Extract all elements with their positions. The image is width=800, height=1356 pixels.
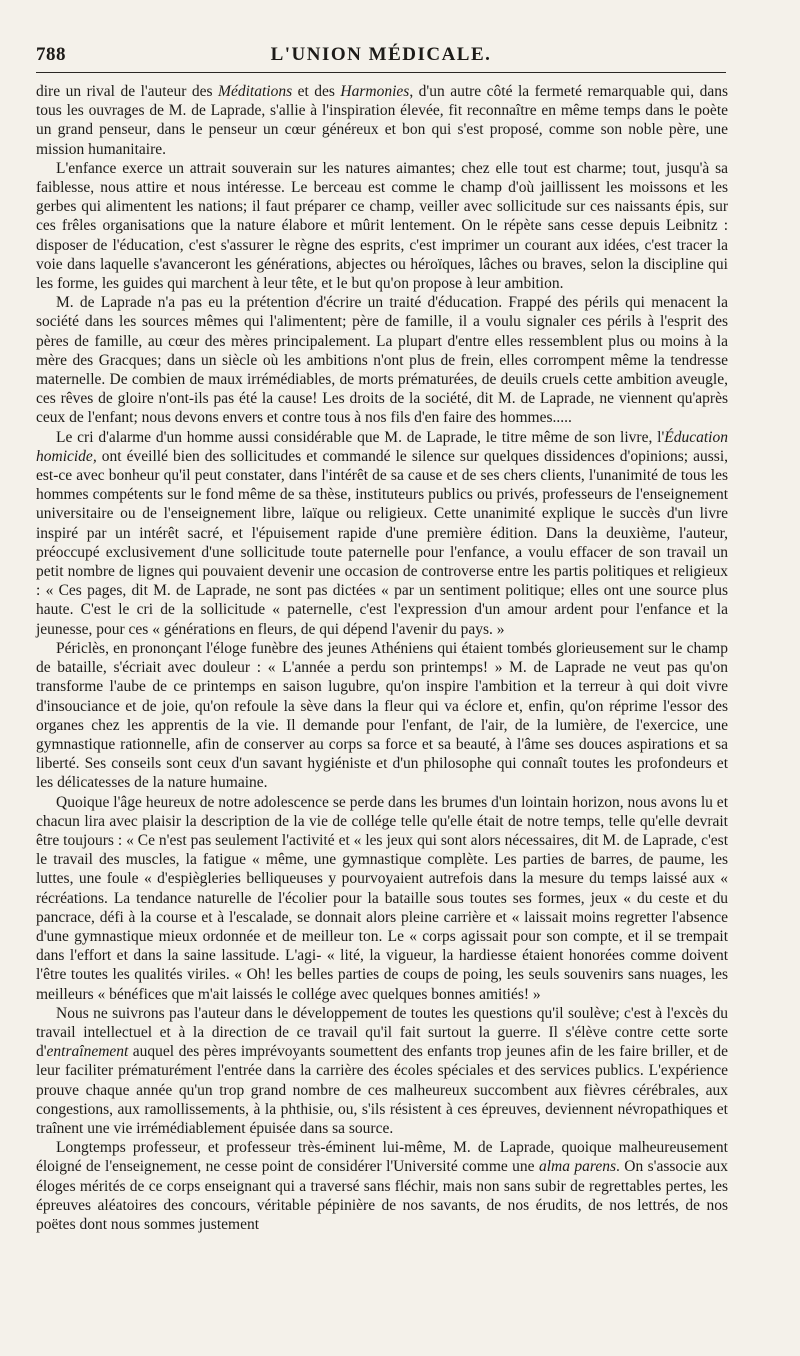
running-title: L'UNION MÉDICALE. (270, 44, 492, 65)
italic-text: Méditations (218, 83, 293, 100)
paragraph (36, 293, 728, 427)
paragraph-text: ont éveillé bien des sollicitudes et commandé le silence sur quelques dissidences d'opinions; aussi, est-ce avec bonheur qu'il peut constater, dans l'intérêt de sa cause et de ses chers clients, l'unanimité de tous les hommes compétents sur le fond même de sa thèse, instituteurs publics ou privés, professeurs de l'enseignement universitaire ou de l'enseignement libre, laïque ou religieux. Cette unanimité explique le succès d'un livre inspiré par un intérêt sacré, et l'épuisement rapide d'une première édition. Dans la deuxième, l'auteur, préoccupé exclusivement d'une sollicitude toute paternelle pour l'enfance, a voulu effacer de son travail un petit nombre de lignes qui pouvaient devenir une occasion de controverse entre les partis politiques et religieux : « Ces pages, dit M. de Laprade, ne sont pas dictées « par un sentiment politique; elles ont une source plus haute. C'est le cri de la sollicitude « paternelle, c'est l'expression d'un amour ardent pour l'enfance et la jeunesse, pour ces « générations en fleurs, de qui dépend l'avenir du pays. » (36, 447, 728, 638)
paragraph (36, 82, 728, 159)
header-rule (36, 72, 726, 73)
paragraph-text: Longtemps professeur, et professeur très-éminent lui-même, M. de Laprade, quoique malheureusement éloigné de l'enseignement, ne cesse point de considérer l'Université comme une (36, 1139, 728, 1176)
italic-text: Harmonies (340, 83, 410, 100)
paragraph (36, 159, 728, 293)
paragraph (36, 793, 728, 1004)
paragraph-text: Nous ne suivrons pas l'auteur dans le développement de toutes les questions qu'il soulève; c'est à l'excès du travail intellectuel et à la direction de ce travail qu'il fait surtout la guerre. Il s'élève contre cette sorte d' (36, 1004, 728, 1061)
paragraph (36, 1138, 728, 1234)
paragraph (36, 1004, 728, 1138)
paragraph-text: . On s'associe aux éloges mérités de ce corps enseignant qui a traversé sans fléchir, mais non sans subir de regrettables pertes, les épreuves aléatoires des concours, véritable pépinière de nos savants, de nos érudits, de nos lettrés, de nos poëtes dont nous sommes justement (36, 1158, 728, 1233)
paragraph (36, 639, 728, 793)
paragraph-text: Quoique l'âge heureux de notre adolescence se perde dans les brumes d'un lointain horizon, nous avons lu et chacun lira avec plaisir la description de la vie de collége telle qu'elle était de notre temps, telle qu'elle devrait être toujours : « Ce n'est pas seulement l'activité et « les jeux qui sont alors nécessaires, dit M. de Laprade, c'est le travail des muscles, la fatigue « même, une gymnastique complète. Les parties de barres, de paume, les luttes, une foule « d'espiègleries belliqueuses y pourvoyaient autrefois dans la mesure du temps laissé aux « récréations. La tendance naturelle de l'écolier pour la bataille sous toutes ses formes, jeux « du ceste et du pancrace, défi à la course et à l'escalade, se donnait alors pleine carrière et « laissait moins regretter l'absence d'une gymnastique mieux ordonnée et de meilleur ton. Le « corps agissait pour son compte, et il se trempait dans l'effort et dans la saine lassitude. L'agi- « lité, la vigueur, la hardiesse étaient honorées comme doivent l'être toutes les qualités viriles. « Oh! les belles parties de coups de poing, les seuls souvenirs sans nuages, les meilleurs « bénéfices que m'ait laissés le collége avec quelques bonnes amitiés! » (36, 793, 728, 1003)
page-header (36, 44, 726, 70)
italic-text: entraînement (46, 1043, 129, 1061)
paragraph-text: et des (292, 83, 341, 100)
paragraph-text: M. de Laprade n'a pas eu la prétention d'écrire un traité d'éducation. Frappé des périls qui menacent la société dans les sources mêmes qui l'alimentent; père de famille, il a voulu signaler ces périls à l'esprit des pères de famille, au cœur des mères principalement. La plupart d'entre elles ressemblent plus ou moins à la mère des Gracques; dans un siècle où les ambitions n'ont plus de frein, elles corrompent même la tendresse maternelle. De combien de maux irrémédiables, de morts prématurées, de deuils cruels cette ambition aveugle, ces rêves de gloire n'ont-ils pas été la cause! Les droits de la société, dit M. de Laprade, ne viennent qu'après ceux de l'enfant; nous devons envers et contre tous à nos fils d'en faire des hommes..... (36, 294, 728, 427)
page-number: 788 (36, 44, 66, 65)
paragraph-text: dire un rival de l'auteur des (36, 83, 219, 100)
paragraph-text: , d'un autre côté la fermeté remarquable qui, dans tous les ouvrages de M. de Laprade, s'allie à l'inspiration élevée, fit reconnaître en même temps dans le poète un grand penseur, dans le penseur un cœur généreux et bon qui s'est proposé, comme son noble père, une mission humanitaire. (36, 83, 728, 158)
paragraph-text: auquel des pères imprévoyants soumettent des enfants trop jeunes afin de les faire briller, et de leur faciliter prématurément l'entrée dans la carrière des écoles spéciales et des services publics. L'expérience prouve chaque année qu'un trop grand nombre de ces malheureux succombent aux fièvres cérébrales, aux congestions, aux ramollissements, à la phthisie, ou, s'ils résistent à ces épreuves, deviennent névropathiques et traînent une vie irrémédiablement épuisée dans sa source. (36, 1043, 728, 1137)
article-body (36, 82, 728, 1234)
italic-text: Éducation homicide, (36, 428, 728, 465)
paragraph (36, 428, 728, 639)
paragraph-text: Périclès, en prononçant l'éloge funèbre des jeunes Athéniens qui étaient tombés glorieusement sur le champ de bataille, s'écriait avec douleur : « L'année a perdu son printemps! » M. de Laprade ne veut pas qu'on transforme l'aube de ce printemps en saison lugubre, qu'on inspire l'ambition et la terreur à qui doit vivre d'insouciance et de joie, qu'on refoule la sève dans la fleur qui va éclore et, enfin, qu'on réprime l'essor des organes chez les apprentis de la vie. Il demande pour l'enfant, de l'air, de la lumière, de l'exercice, une gymnastique rationnelle, afin de conserver au corps sa force et sa beauté, à l'âme ses douces aspirations et sa liberté. Ses conseils sont ceux d'un savant hygiéniste et d'un philosophe qui connaît toutes les profondeurs et les délicatesses de la nature humaine. (36, 639, 728, 792)
italic-text: alma parens (538, 1158, 616, 1176)
paragraph-text: Le cri d'alarme d'un homme aussi considérable que M. de Laprade, le titre même de son livre, l' (56, 428, 665, 446)
paragraph-text: L'enfance exerce un attrait souverain sur les natures aimantes; chez elle tout est charme; tout, jusqu'à sa faiblesse, nous attire et nous intéresse. Le berceau est comme le champ d'où jaillissent les moissons et les gerbes qui alimentent les nations; il faut préparer ce champ, veiller avec sollicitude sur ces naissants épis, sur ces frêles organisations que la nature élabore et mûrit lentement. On le répète sans cesse depuis Leibnitz : disposer de l'éducation, c'est s'assurer le règne des esprits, c'est imprimer un courant aux idées, c'est tracer la voie dans laquelle s'avanceront les générations, abjectes ou héroïques, lâches ou braves, selon la discipline qui les forme, les guides qui marchent à leur tête, et le but qu'on propose à leur ambition. (36, 159, 728, 293)
